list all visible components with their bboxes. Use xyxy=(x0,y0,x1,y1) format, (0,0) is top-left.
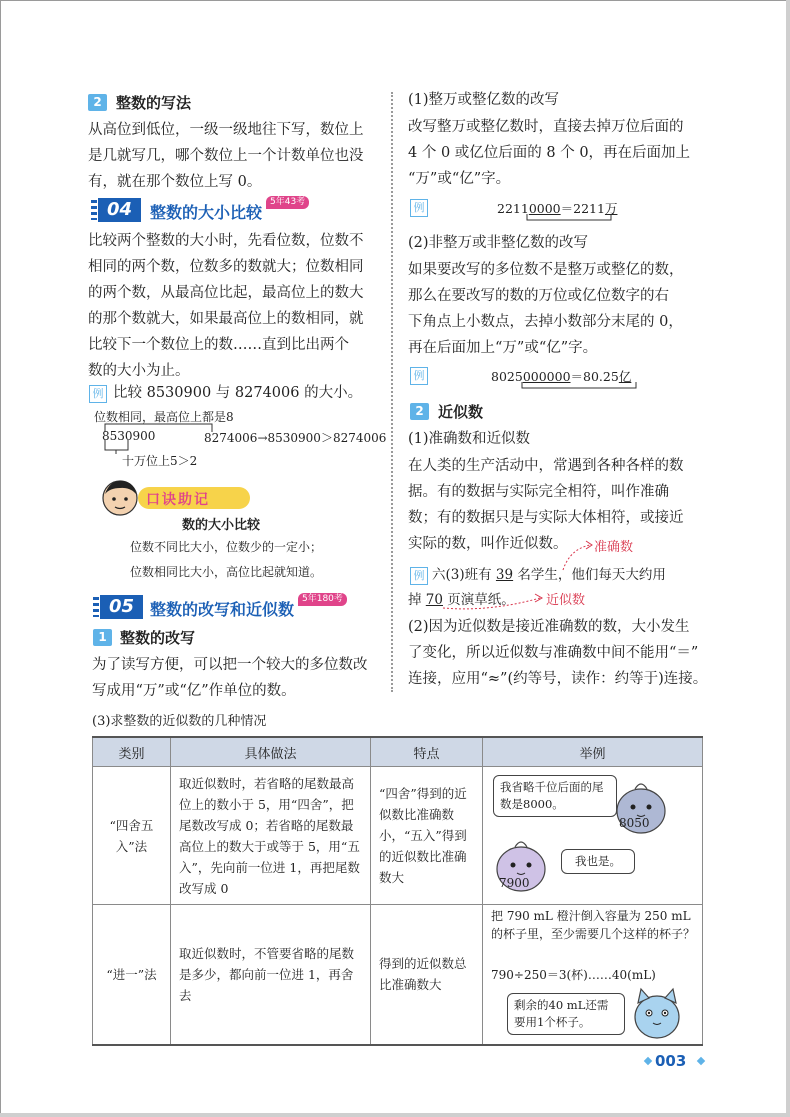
section-05-number: 05 xyxy=(108,596,135,617)
approx-number-arrow xyxy=(440,590,550,612)
cat-character-icon xyxy=(629,983,685,1041)
approx-part-2-body xyxy=(408,614,707,692)
subsection-2-number-badge: 2 xyxy=(410,403,429,420)
boy-thinking-icon xyxy=(100,478,140,518)
page-number: 003 xyxy=(655,1052,687,1070)
subsection-2-title: 近似数 xyxy=(438,403,484,421)
section-05-exam-tag: 5年180考 xyxy=(298,593,347,606)
formula-dropped-zeros: 0000 xyxy=(528,201,561,216)
text-line: 实际的数，叫作近似数。 xyxy=(408,536,568,552)
text-line: 的那个数就大，如果最高位上的数相同，就 xyxy=(88,311,364,327)
text-line: 的两个数，从最高位比起，最高位上的数大 xyxy=(88,285,364,301)
rewrite-part-1-body xyxy=(408,114,690,192)
text-line: 再在后面加上“万”或“亿”字。 xyxy=(408,340,598,356)
example-icon: 例 xyxy=(410,367,428,385)
diagram-number-a: 8530900 xyxy=(102,429,156,443)
table-row-ceiling xyxy=(93,905,703,1045)
section-2-title: 整数的写法 xyxy=(116,94,192,112)
text-line: 下角点上小数点，去掉小数部分末尾的 0， xyxy=(408,314,683,330)
rewrite-part-1-title: (1)整万或整亿数的改写 xyxy=(408,92,560,108)
rewrite-part-2-body xyxy=(408,257,684,361)
formula-part: 8025 xyxy=(491,369,523,384)
speech-bubble-2: 我也是。 xyxy=(561,849,635,874)
rounding-category: “四舍五入”法 xyxy=(93,767,171,905)
text-line: 有，就在那个数位上写 0。 xyxy=(88,174,262,190)
ceiling-method: 取近似数时，不管要省略的尾数是多少，都向前一位进 1，再舍去 xyxy=(171,905,371,1045)
text-line: 连接，应用“≈”(约等号，读作：约等于)连接。 xyxy=(408,671,708,687)
example-3-line-1 xyxy=(432,562,666,588)
memo-title: 口诀助记 xyxy=(146,492,210,508)
text-line: 那么在要改写的数的万位或亿位数字的右 xyxy=(408,288,669,304)
formula-unit: 万 xyxy=(604,201,618,216)
section-2-body xyxy=(88,117,364,195)
header-method: 具体做法 xyxy=(171,737,371,767)
rounding-method: 取近似数时，若省略的尾数最高位上的数小于 5，用“四舍”，把尾数改写成 0；若省略的尾数最高位上的数大于或等于 5，用“五入”，先向前一位进 1，再把尾数改写成 0 xyxy=(171,767,371,905)
page-shadow-right xyxy=(786,0,790,1117)
column-divider xyxy=(391,92,393,692)
rounding-feature: “四舍”得到的近似数比准确数小，“五入”得到的近似数比准确数大 xyxy=(371,767,483,905)
ceiling-example-text: 把 790 mL 橙汁倒入容量为 250 mL 的杯子里，至少需要几个这样的杯子？ xyxy=(491,909,696,941)
subsection-1-number-badge: 1 xyxy=(93,629,112,646)
page-shadow-bottom xyxy=(0,1113,790,1117)
text-line: 相同的两个数，位数多的数就大；位数相同 xyxy=(88,259,364,275)
text-part: 六(3)班有 xyxy=(432,567,492,583)
ceiling-feature: 得到的近似数总比准确数大 xyxy=(371,905,483,1045)
text-line: 数；有的数据只是与实际大体相符，或接近 xyxy=(408,510,684,526)
formula-part: 2211 xyxy=(497,201,529,216)
section-2-number-badge: 2 xyxy=(88,94,107,111)
rewrite-part-2-title: (2)非整万或非整亿数的改写 xyxy=(408,235,589,251)
section-04-body xyxy=(88,228,364,384)
approx-part-1-body xyxy=(408,453,684,557)
header-example: 举例 xyxy=(483,737,703,767)
text-line: 了变化，所以近似数与准确数中间不能用“＝” xyxy=(408,645,699,661)
formula-part: ＝2211 xyxy=(560,201,605,216)
header-feature: 特点 xyxy=(371,737,483,767)
text-line: 比较两个整数的大小时，先看位数，位数不 xyxy=(88,233,364,249)
table-header-row xyxy=(93,737,703,767)
whale-number-1: 8050 xyxy=(619,816,650,830)
approximation-methods-table xyxy=(92,736,703,1046)
example-icon: 例 xyxy=(410,567,428,585)
example-1-bracket xyxy=(525,214,615,224)
text-line: 写成用“万”或“亿”作单位的数。 xyxy=(92,683,296,699)
speech-bubble-1: 我省略千位后面的尾数是8000。 xyxy=(493,775,617,817)
text-line: 比较下一个数位上的数……直到比出两个 xyxy=(88,337,349,353)
badge-dots xyxy=(93,597,99,617)
formula-part: ＝80.25 xyxy=(570,369,619,384)
section-05-title: 整数的改写和近似数 xyxy=(150,600,295,619)
badge-dots xyxy=(91,200,97,220)
memo-line-2: 位数相同比大小，高位比起就知道。 xyxy=(130,565,323,579)
memo-subtitle: 数的大小比较 xyxy=(182,518,261,533)
diagram-bottom-label: 十万位上5＞2 xyxy=(122,454,198,468)
ceiling-example xyxy=(483,905,703,1045)
example-text: 比较 8530900 与 8274006 的大小。 xyxy=(113,385,363,401)
approx-number-value: 70 xyxy=(425,592,443,608)
ceiling-category: “进一”法 xyxy=(93,905,171,1045)
formula-dropped-zeros: 000000 xyxy=(522,369,571,384)
text-line: 为了读写方便，可以把一个较大的多位数改 xyxy=(92,657,368,673)
text-line: 如果要改写的多位数不是整万或整亿的数， xyxy=(408,262,684,278)
subsection-1-body xyxy=(92,652,368,704)
table-caption: (3)求整数的近似数的几种情况 xyxy=(92,714,267,729)
exact-number-value: 39 xyxy=(495,567,514,583)
text-line: 数的大小为止。 xyxy=(88,363,190,379)
text-part: 名学生，他们每天大约用 xyxy=(517,567,666,583)
text-part: 掉 xyxy=(408,592,422,608)
rounding-example xyxy=(483,767,703,905)
text-line: 改写整万或整亿数时，直接去掉万位后面的 xyxy=(408,119,684,135)
approx-part-1-title: (1)准确数和近似数 xyxy=(408,431,531,447)
exact-number-label: 准确数 xyxy=(594,540,634,555)
diagram-number-b: 8274006→8530900＞8274006 xyxy=(204,431,387,445)
diagram-top-label: 位数相同，最高位上都是8 xyxy=(94,410,234,424)
subsection-1-title: 整数的改写 xyxy=(120,629,196,647)
section-04-title: 整数的大小比较 xyxy=(150,203,263,222)
section-04-badge xyxy=(98,198,141,222)
example-icon: 例 xyxy=(89,385,107,403)
text-line: “万”或“亿”字。 xyxy=(408,171,511,187)
memo-line-1: 位数不同比大小，位数少的一定小； xyxy=(130,540,323,554)
text-line: 是几就写几，哪个数位上一个计数单位也没 xyxy=(88,148,364,164)
example-icon: 例 xyxy=(410,199,428,217)
text-line: 据。有的数据与实际完全相符，叫作准确 xyxy=(408,484,669,500)
formula-unit: 亿 xyxy=(618,369,632,384)
ceiling-example-calc: 790÷250＝3(杯)……40(mL) xyxy=(491,968,656,982)
whale-number-2: 7900 xyxy=(499,876,530,890)
header-category: 类别 xyxy=(93,737,171,767)
text-line: 在人类的生产活动中，常遇到各种各样的数 xyxy=(408,458,684,474)
table-row-rounding xyxy=(93,767,703,905)
example-2-bracket xyxy=(520,382,640,392)
section-05-badge xyxy=(100,595,143,619)
section-04-exam-tag: 5年43考 xyxy=(266,196,309,209)
text-line: (2)因为近似数是接近准确数的数，大小发生 xyxy=(408,619,690,635)
section-04-number: 04 xyxy=(106,199,133,220)
text-line: 从高位到低位，一级一级地往下写，数位上 xyxy=(88,122,364,138)
approx-number-label: 近似数 xyxy=(546,593,586,608)
text-part: 页演草纸。 xyxy=(447,592,515,608)
speech-bubble-3: 剩余的40 mL还需要用1个杯子。 xyxy=(507,993,625,1035)
text-line: 4 个 0 或亿位后面的 8 个 0，再在后面加上 xyxy=(408,145,691,161)
